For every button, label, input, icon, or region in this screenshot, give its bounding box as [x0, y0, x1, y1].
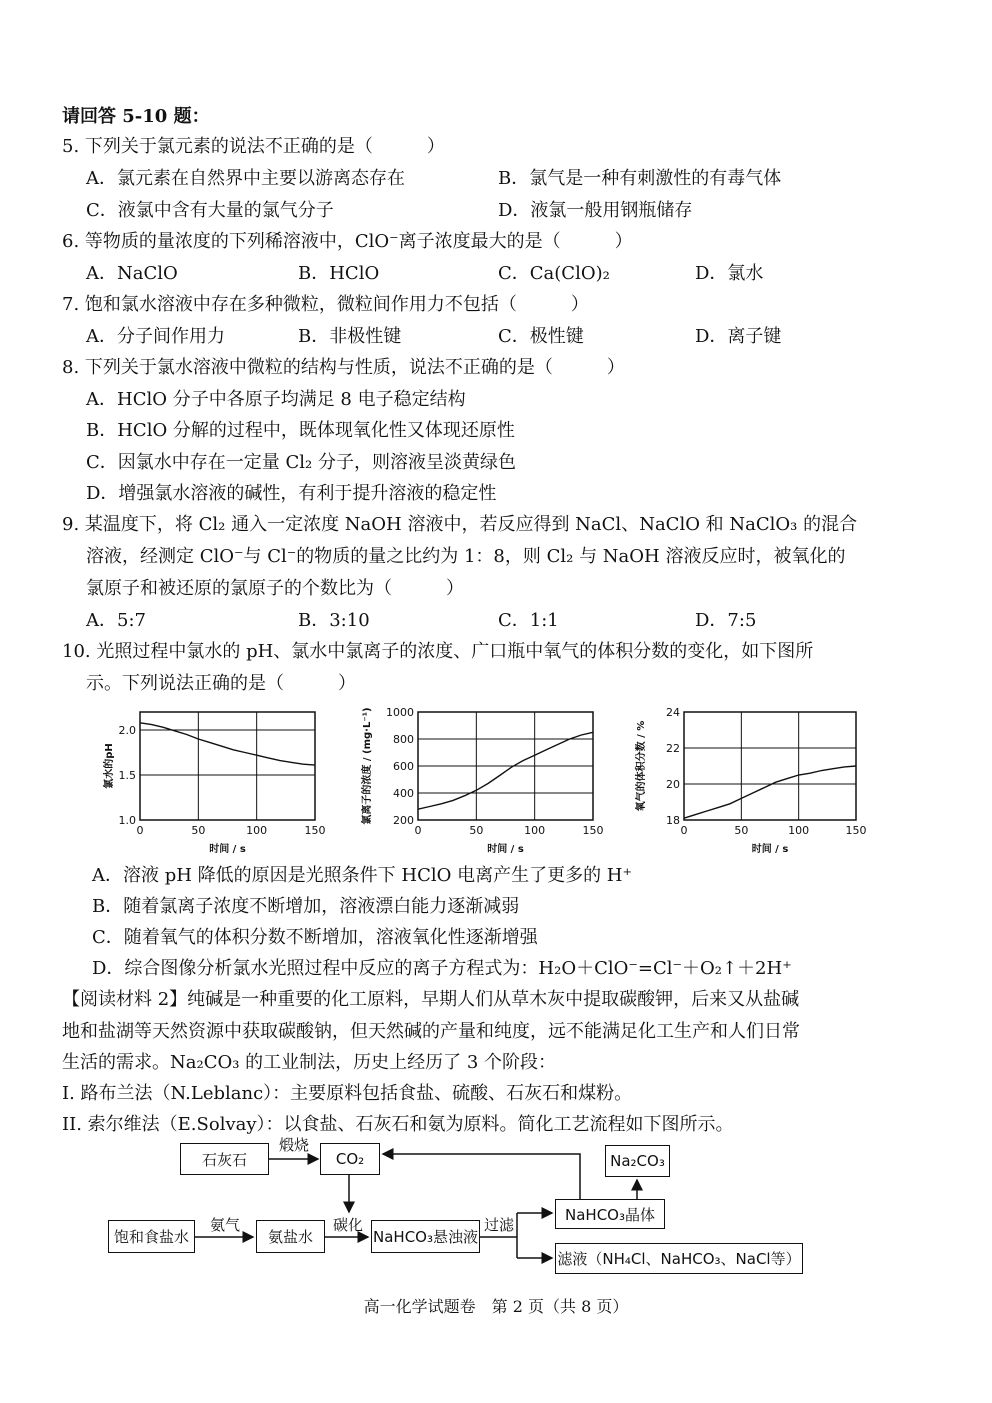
y-tick-label: 1.0 — [118, 814, 136, 827]
q7-option-a: A．分子间作用力 — [86, 326, 225, 347]
q8-stem: 8. 下列关于氯水溶液中微粒的结构与性质，说法不正确的是（ ） — [62, 357, 625, 378]
page-footer: 高一化学试题卷 第 2 页（共 8 页） — [363, 1297, 629, 1316]
q9-line1: 9. 某温度下，将 Cl₂ 通入一定浓度 NaOH 溶液中，若反应得到 NaCl、NaClO 和 NaClO₃ 的混合 — [62, 514, 858, 535]
y-tick-label: 600 — [393, 760, 414, 773]
y-tick-label: 20 — [666, 778, 680, 791]
flow-na2co3-box: Na₂CO₃ — [605, 1145, 670, 1177]
reading-line5: II. 索尔维法（E.Solvay）：以食盐、石灰石和氨为原料。简化工艺流程如下图所示。 — [62, 1114, 734, 1135]
q9-line2: 溶液，经测定 ClO⁻与 Cl⁻的物质的量之比约为 1：8，则 Cl₂ 与 NaOH 溶液反应时，被氧化的 — [86, 546, 846, 567]
q9-option-a: A．5:7 — [86, 610, 146, 631]
y-tick-label: 400 — [393, 787, 414, 800]
flow-ammonia-brine-box: 氨盐水 — [256, 1220, 325, 1253]
y-axis-label: 氯水的pH — [104, 743, 115, 789]
flow-ammonia-label: 氨气 — [210, 1216, 241, 1234]
q9-option-c: C．1:1 — [498, 610, 559, 631]
q9-option-d: D．7:5 — [695, 610, 757, 631]
q5-stem: 5. 下列关于氯元素的说法不正确的是（ ） — [62, 136, 445, 157]
x-tick-label: 150 — [845, 824, 867, 837]
section-header: 请回答 5-10 题： — [62, 106, 210, 127]
x-axis-label: 时间 / s — [751, 844, 789, 855]
q10-option-d: D．综合图像分析氯水光照过程中反应的离子方程式为：H₂O＋ClO⁻=Cl⁻＋O₂↑＋2H⁺ — [92, 958, 792, 979]
q10-option-a: A．溶液 pH 降低的原因是光照条件下 HClO 电离产生了更多的 H⁺ — [92, 865, 633, 886]
x-tick-label: 100 — [788, 824, 810, 837]
y-tick-label: 24 — [666, 706, 680, 719]
q6-stem: 6. 等物质的量浓度的下列稀溶液中，ClO⁻离子浓度最大的是（ ） — [62, 231, 633, 252]
q5-option-b: B．氯气是一种有刺激性的有毒气体 — [498, 168, 782, 189]
y-tick-label: 2.0 — [118, 724, 136, 737]
x-tick-label: 100 — [246, 824, 268, 837]
q7-stem: 7. 饱和氯水溶液中存在多种微粒，微粒间作用力不包括（ ） — [62, 294, 589, 315]
reading-line2: 地和盐湖等天然资源中获取碳酸钠，但天然碱的产量和纯度，远不能满足化工生产和人们日常 — [62, 1021, 800, 1042]
flow-filter-label: 过滤 — [484, 1216, 515, 1234]
x-axis-label: 时间 / s — [209, 844, 246, 855]
x-tick-label: 50 — [734, 824, 749, 837]
flow-brine-box: 饱和食盐水 — [108, 1220, 195, 1253]
q7-option-b: B．非极性键 — [298, 326, 402, 347]
x-tick-label: 50 — [469, 824, 484, 837]
q6-option-c: C．Ca(ClO)₂ — [498, 263, 610, 284]
flow-crystal-box: NaHCO₃晶体 — [555, 1199, 665, 1229]
q5-option-d: D．液氯一般用钢瓶储存 — [498, 200, 693, 221]
arrow-crystal-co2 — [383, 1154, 580, 1200]
x-tick-label: 100 — [524, 824, 546, 837]
q6-option-b: B．HClO — [298, 263, 380, 284]
flow-limestone-box: 石灰石 — [180, 1143, 269, 1175]
y-axis-label: 氯离子的浓度 / (mg·L⁻¹) — [362, 707, 373, 825]
q8-option-c: C．因氯水中存在一定量 Cl₂ 分子，则溶液呈淡黄绿色 — [86, 452, 516, 473]
flow-co2-box: CO₂ — [320, 1143, 380, 1175]
x-tick-label: 150 — [304, 824, 326, 837]
q10-line2: 示。下列说法正确的是（ ） — [86, 673, 356, 694]
q8-option-d: D．增强氯水溶液的碱性，有利于提升溶液的稳定性 — [86, 483, 497, 504]
x-tick-label: 0 — [414, 824, 422, 837]
y-tick-label: 1.5 — [118, 769, 136, 782]
x-tick-label: 150 — [582, 824, 604, 837]
flow-suspension-box: NaHCO₃悬浊液 — [371, 1220, 480, 1253]
flow-calcine-label: 煅烧 — [279, 1136, 310, 1154]
q6-option-a: A．NaClO — [86, 263, 178, 284]
q5-option-c: C．液氯中含有大量的氯气分子 — [86, 200, 334, 221]
q7-option-d: D．离子键 — [695, 326, 782, 347]
q9-line3: 氯原子和被还原的氯原子的个数比为（ ） — [86, 578, 464, 599]
q8-option-b: B．HClO 分解的过程中，既体现氧化性又体现还原性 — [86, 420, 515, 441]
x-axis-label: 时间 / s — [487, 844, 524, 855]
q9-option-b: B．3:10 — [298, 610, 370, 631]
q6-option-d: D．氯水 — [695, 263, 764, 284]
q10-option-b: B．随着氯离子浓度不断增加，溶液漂白能力逐渐减弱 — [92, 896, 520, 917]
reading-line4: I. 路布兰法（N.Leblanc）：主要原料包括食盐、硫酸、石灰石和煤粉。 — [62, 1083, 633, 1104]
q5-option-a: A．氯元素在自然界中主要以游离态存在 — [86, 168, 405, 189]
y-tick-label: 18 — [666, 814, 680, 827]
q10-line1: 10. 光照过程中氯水的 pH、氯水中氯离子的浓度、广口瓶中氧气的体积分数的变化，如下图所 — [62, 641, 814, 662]
x-tick-label: 50 — [191, 824, 206, 837]
reading-line3: 生活的需求。Na₂CO₃ 的工业制法，历史上经历了 3 个阶段： — [62, 1052, 557, 1073]
x-tick-label: 0 — [136, 824, 144, 837]
q7-option-c: C．极性键 — [498, 326, 584, 347]
x-tick-label: 0 — [680, 824, 688, 837]
q10-option-c: C．随着氧气的体积分数不断增加，溶液氧化性逐渐增强 — [92, 927, 538, 948]
flow-filtrate-box: 滤液（NH₄Cl、NaHCO₃、NaCl等） — [555, 1243, 803, 1274]
reading-line1: 【阅读材料 2】纯碱是一种重要的化工原料，早期人们从草木灰中提取碳酸钾，后来又从盐碱 — [62, 989, 800, 1010]
q8-option-a: A．HClO 分子中各原子均满足 8 电子稳定结构 — [86, 389, 466, 410]
y-tick-label: 800 — [393, 733, 414, 746]
y-axis-label: 氧气的体积分数 / % — [636, 720, 647, 812]
y-tick-label: 1000 — [386, 706, 414, 719]
y-tick-label: 200 — [393, 814, 414, 827]
y-tick-label: 22 — [666, 742, 680, 755]
flow-carbonize-label: 碳化 — [333, 1216, 364, 1234]
